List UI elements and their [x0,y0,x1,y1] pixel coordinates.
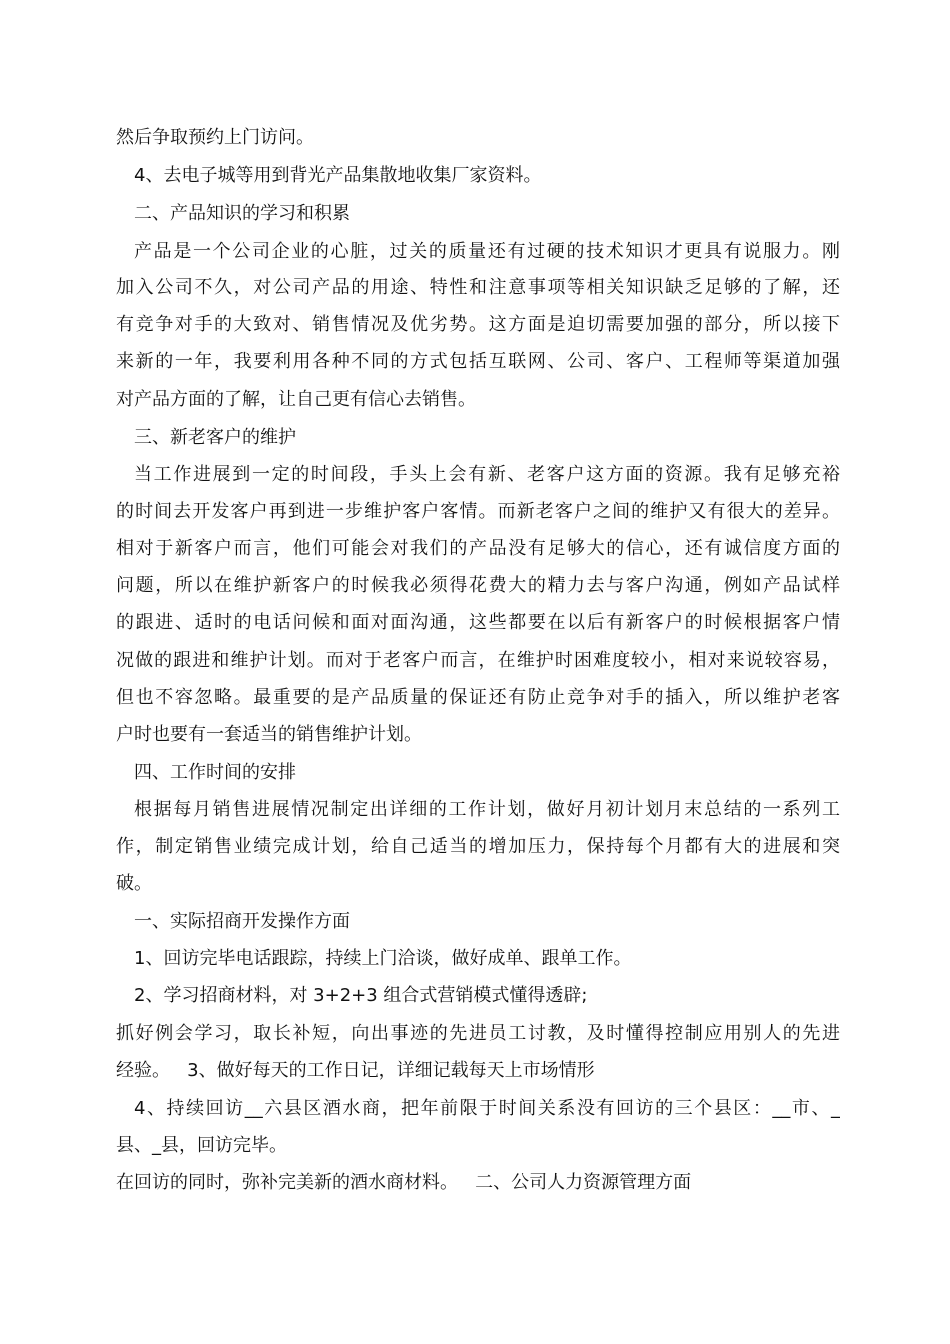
paragraph-line: 的时间去开发客户再到进一步维护客户客情。而新老客户之间的维护又有很大的差异。 [116,501,840,522]
paragraph-line: 在回访的同时，弥补完美新的酒水商材料。 二、公司人力资源管理方面 [116,1172,692,1193]
paragraph-line: 加入公司不久，对公司产品的用途、特性和注意事项等相关知识缺乏足够的了解，还 [116,277,840,298]
paragraph-line: 破。 [116,873,152,894]
paragraph-line: 但也不容忽略。最重要的是产品质量的保证还有防止竞争对手的插入，所以维护老客 [116,687,840,708]
paragraph-line: 的跟进、适时的电话问候和面对面沟通，这些都要在以后有新客户的时候根据客户情 [116,612,840,633]
section-heading: 四、工作时间的安排 [134,762,296,783]
paragraph-line: 县、_县，回访完毕。 [116,1135,287,1156]
paragraph-line: 有竞争对手的大致对、销售情况及优劣势。这方面是迫切需要加强的部分，所以接下 [116,314,840,335]
paragraph-line: 经验。 3、做好每天的工作日记，详细记载每天上市场情形 [116,1060,595,1081]
paragraph-line: 当工作进展到一定的时间段，手头上会有新、老客户这方面的资源。我有足够充裕 [134,464,840,485]
section-heading: 三、新老客户的维护 [134,427,296,448]
paragraph-line: 对产品方面的了解，让自己更有信心去销售。 [116,389,476,410]
paragraph-line: 况做的跟进和维护计划。而对于老客户而言，在维护时困难度较小，相对来说较容易， [116,650,840,671]
list-item: 4、去电子城等用到背光产品集散地收集厂家资料。 [134,165,542,186]
paragraph-line: 作，制定销售业绩完成计划，给自己适当的增加压力，保持每个月都有大的进展和突 [116,836,840,857]
paragraph-line: 户时也要有一套适当的销售维护计划。 [116,724,422,745]
section-heading: 一、实际招商开发操作方面 [134,911,350,932]
list-item: 1、回访完毕电话跟踪，持续上门洽谈，做好成单、跟单工作。 [134,948,632,969]
section-heading: 二、产品知识的学习和积累 [134,203,350,224]
list-item: 2、学习招商材料，对 3+2+3 组合式营销模式懂得透辟; [134,985,588,1006]
paragraph-line: 抓好例会学习，取长补短，向出事迹的先进员工讨教，及时懂得控制应用别人的先进 [116,1023,840,1044]
paragraph-line: 来新的一年，我要利用各种不同的方式包括互联网、公司、客户、工程师等渠道加强 [116,351,840,372]
paragraph-line: 产品是一个公司企业的心脏，过关的质量还有过硬的技术知识才更具有说服力。刚 [134,241,840,262]
list-item: 4、持续回访__六县区酒水商，把年前限于时间关系没有回访的三个县区：__市、_ [134,1098,840,1119]
paragraph-line: 问题，所以在维护新客户的时候我必须得花费大的精力去与客户沟通，例如产品试样 [116,575,840,596]
text-line: 然后争取预约上门访问。 [116,127,314,148]
paragraph-line: 相对于新客户而言，他们可能会对我们的产品没有足够大的信心，还有诚信度方面的 [116,538,840,559]
paragraph-line: 根据每月销售进展情况制定出详细的工作计划，做好月初计划月末总结的一系列工 [134,799,840,820]
